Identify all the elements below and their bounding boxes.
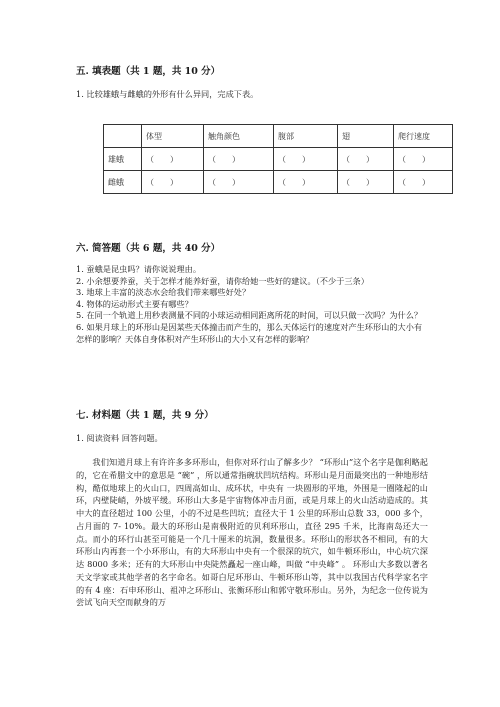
table-header-row <box>104 125 453 148</box>
question-item: 5. 在同一个轨道上用秒表测量不同的小球运动相同距离所花的时间，可以只做一次吗？为什么？ <box>76 310 423 321</box>
table-header-cell: 体型 <box>142 125 204 148</box>
section6-question-list <box>76 264 428 345</box>
question-item: 2. 小余想要养蚕，关于怎样才能养好蚕，请你给她一些好的建议。（不少于三条） <box>76 275 369 286</box>
row-label-female-moth: 雌蛾 <box>104 171 142 194</box>
reading-passage: 我们知道月球上有许许多多环形山，但你对环行山了解多少？ “环形山”这个名字是伽利略起的，它在希腊文中的意思是 “碗” ，所以通常指碗状凹坑结构。环形山是月面最突出的一种地形结构，酷似地球上的火山口，四周高如山、成环状，中央有 一块圆形的平地，外围是一圈隆起的山环，内壁陡峭，外坡平缓。环形山大多是宇宙物体冲击月面，或是月球上的火山活动造成的。其中大的直径超过 100 公里，小的不过是些凹坑；直径大于 1 公里的环形山总数 33，000 多个，占月面的 7- 10%。最大的环形山是南极附近的贝利环形山，直径 295 千米，比海南岛还大一点。而小的环行山甚至可能是一个几十厘米的坑洞，数量很多。环形山的形状各不相同，有的大环形山内再套一个小环形山，有的大环形山中央有一个很深的坑穴，如牛顿环形山，中心坑穴深达 8000 多米；还有的大环形山中央陡然矗起一座山峰，叫做 “中央峰” 。 环形山大多数以著名天文学家或其他学者的名字命名。如哥白尼环形山、牛顿环形山等，其中以我国古代科学家名字的有 4 座：石申环形山、祖冲之环形山、张衡环形山和郭守敬环形山。另外，为纪念一位传说为尝试飞向天空而献身的万 <box>76 457 428 608</box>
table-header-cell: 腹部 <box>274 125 338 148</box>
answer-blank[interactable]: （ ） <box>142 171 204 194</box>
answer-blank[interactable]: （ ） <box>394 148 453 171</box>
answer-blank[interactable]: （ ） <box>338 148 394 171</box>
table-header-cell <box>104 125 142 148</box>
question-item: 1. 蚕蛾是昆虫吗？请你说说理由。 <box>76 264 202 274</box>
table-row <box>104 148 453 171</box>
table-header-cell: 触角颜色 <box>204 125 274 148</box>
answer-blank[interactable]: （ ） <box>204 171 274 194</box>
row-label-male-moth: 雄蛾 <box>104 148 142 171</box>
section7-heading: 七. 材料题（共 1 题，共 9 分） <box>76 410 214 421</box>
table-row <box>104 171 453 194</box>
question-item: 6. 如果月球上的环形山是因某些天体撞击而产生的，那么天体运行的速度对产生环形山的大小有怎样的影响？天体自身体积对产生环形山的大小又有怎样的影响？ <box>76 321 423 344</box>
table-header-cell: 爬行速度 <box>394 125 453 148</box>
section5-heading: 五. 填表题（共 1 题，共 10 分） <box>76 66 221 77</box>
table-header-cell: 翅 <box>338 125 394 148</box>
answer-blank[interactable]: （ ） <box>142 148 204 171</box>
section7-question: 1. 阅读资料 回答问题。 <box>76 433 163 443</box>
answer-blank[interactable]: （ ） <box>394 171 453 194</box>
answer-blank[interactable]: （ ） <box>274 171 338 194</box>
section5-question: 1. 比较雄蛾与雌蛾的外形有什么异同，完成下表。 <box>76 89 259 99</box>
question-item: 3. 地球上丰富的淡态水会给我们带来哪些好处？ <box>76 287 251 298</box>
comparison-table <box>103 124 453 194</box>
answer-blank[interactable]: （ ） <box>274 148 338 171</box>
question-item: 4. 物体的运动形式主要有哪些？ <box>76 298 193 309</box>
answer-blank[interactable]: （ ） <box>338 171 394 194</box>
section6-heading: 六. 简答题（共 6 题，共 40 分） <box>76 243 221 254</box>
answer-blank[interactable]: （ ） <box>204 148 274 171</box>
